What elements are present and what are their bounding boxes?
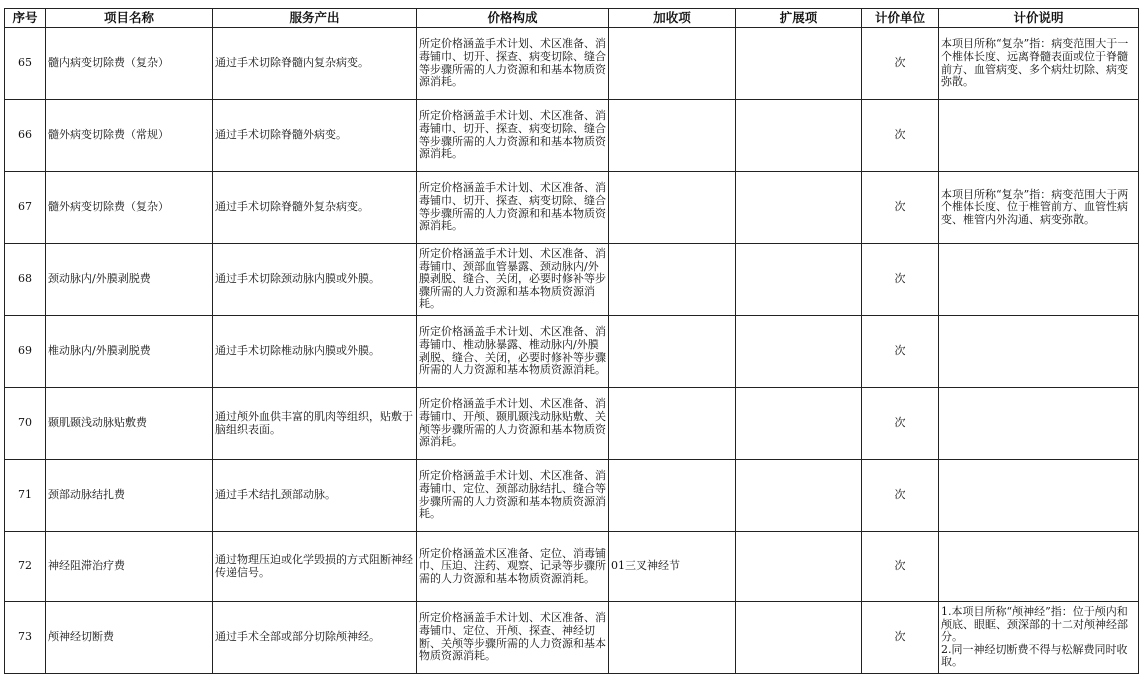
cell-output: 通过手术切除椎动脉内膜或外膜。 xyxy=(213,316,417,388)
cell-content xyxy=(417,28,609,100)
cell-content xyxy=(417,602,609,674)
cell-name: 神经阻滞治疗费 xyxy=(46,532,213,602)
cell-no: 69 xyxy=(5,316,46,388)
cell-content xyxy=(417,244,609,316)
cell-output: 通过手术切除颈动脉内膜或外膜。 xyxy=(213,244,417,316)
cell-output: 通过手术全部或部分切除颅神经。 xyxy=(213,602,417,674)
cell-output: 通过手术结扎颈部动脉。 xyxy=(213,460,417,532)
table-row xyxy=(5,602,1139,674)
cell-no: 72 xyxy=(5,532,46,602)
cell-extension xyxy=(736,100,862,172)
cell-unit: 次 xyxy=(862,316,939,388)
cell-output: 通过手术切除脊髓内复杂病变。 xyxy=(213,28,417,100)
cell-content xyxy=(417,172,609,244)
cell-extension xyxy=(736,316,862,388)
cell-surcharge: 01三叉神经节 xyxy=(609,532,736,602)
cell-name: 髓外病变切除费（复杂） xyxy=(46,172,213,244)
table-row xyxy=(5,172,1139,244)
table-row xyxy=(5,28,1139,100)
cell-note xyxy=(939,100,1139,172)
cell-content xyxy=(417,100,609,172)
cell-no: 67 xyxy=(5,172,46,244)
cell-extension xyxy=(736,532,862,602)
table-body xyxy=(5,28,1139,674)
cell-surcharge xyxy=(609,172,736,244)
cell-name: 髓内病变切除费（复杂） xyxy=(46,28,213,100)
cell-extension xyxy=(736,244,862,316)
cell-content xyxy=(417,532,609,602)
cell-no: 71 xyxy=(5,460,46,532)
cell-unit: 次 xyxy=(862,172,939,244)
header-extension: 扩展项 xyxy=(736,9,862,28)
cell-content xyxy=(417,388,609,460)
cell-name: 颅神经切断费 xyxy=(46,602,213,674)
cell-extension xyxy=(736,460,862,532)
cell-content-text: 所定价格涵盖手术计划、术区准备、消毒铺巾、定位、颈部动脉结扎、缝合等步骤所需的人力资源和基本物质资源消耗。 xyxy=(419,469,606,521)
cell-extension xyxy=(736,28,862,100)
cell-content-text: 所定价格涵盖手术计划、术区准备、消毒铺巾、椎动脉暴露、椎动脉内/外膜剥脱、缝合、关闭，必要时修补等步骤所需的人力资源和基本物质资源消耗。 xyxy=(419,325,606,377)
cell-name: 椎动脉内/外膜剥脱费 xyxy=(46,316,213,388)
pricing-table xyxy=(4,8,1139,674)
header-surcharge: 加收项 xyxy=(609,9,736,28)
cell-content-text: 所定价格涵盖手术计划、术区准备、消毒铺巾、切开、探查、病变切除、缝合等步骤所需的人力资源和和基本物质资源消耗。 xyxy=(419,109,606,161)
cell-unit: 次 xyxy=(862,28,939,100)
cell-extension xyxy=(736,388,862,460)
cell-unit: 次 xyxy=(862,532,939,602)
header-unit: 计价单位 xyxy=(862,9,939,28)
cell-note xyxy=(939,172,1139,244)
table-row xyxy=(5,100,1139,172)
header-name: 项目名称 xyxy=(46,9,213,28)
cell-output: 通过物理压迫或化学毁损的方式阻断神经传递信号。 xyxy=(213,532,417,602)
cell-note xyxy=(939,388,1139,460)
cell-content-text: 所定价格涵盖手术计划、术区准备、消毒铺巾、切开、探查、病变切除、缝合等步骤所需的人力资源和和基本物质资源消耗。 xyxy=(419,181,606,233)
table-row xyxy=(5,532,1139,602)
cell-output: 通过手术切除脊髓外病变。 xyxy=(213,100,417,172)
cell-unit: 次 xyxy=(862,602,939,674)
cell-output: 通过手术切除脊髓外复杂病变。 xyxy=(213,172,417,244)
cell-output: 通过颅外血供丰富的肌肉等组织，贴敷于脑组织表面。 xyxy=(213,388,417,460)
cell-surcharge xyxy=(609,316,736,388)
cell-unit: 次 xyxy=(862,388,939,460)
header-note: 计价说明 xyxy=(939,9,1139,28)
cell-content-text: 所定价格涵盖手术计划、术区准备、消毒铺巾、切开、探查、病变切除、缝合等步骤所需的人力资源和和基本物质资源消耗。 xyxy=(419,37,606,89)
cell-name: 颈动脉内/外膜剥脱费 xyxy=(46,244,213,316)
cell-no: 65 xyxy=(5,28,46,100)
cell-extension xyxy=(736,602,862,674)
cell-name: 颞肌颞浅动脉贴敷费 xyxy=(46,388,213,460)
cell-note-text: 1.本项目所称“颅神经”指：位于颅内和颅底、眼眶、颈深部的十二对颅神经部分。 2.同一神经切断费不得与松解费同时收取。 xyxy=(941,605,1128,669)
cell-content-text: 所定价格涵盖术区准备、定位、消毒铺巾、压迫、注药、观察、记录等步骤所需的人力资源和基本物质资源消耗。 xyxy=(419,546,606,585)
cell-unit: 次 xyxy=(862,460,939,532)
cell-no: 66 xyxy=(5,100,46,172)
header-no: 序号 xyxy=(5,9,46,28)
cell-surcharge xyxy=(609,28,736,100)
cell-extension xyxy=(736,172,862,244)
cell-surcharge xyxy=(609,460,736,532)
cell-content-text: 所定价格涵盖手术计划、术区准备、消毒铺巾、定位、开颅、探查、神经切断、关颅等步骤所需的人力资源和基本物质资源消耗。 xyxy=(419,611,606,663)
cell-no: 73 xyxy=(5,602,46,674)
cell-no: 68 xyxy=(5,244,46,316)
cell-note xyxy=(939,460,1139,532)
cell-note xyxy=(939,28,1139,100)
cell-note xyxy=(939,602,1139,674)
cell-name: 颈部动脉结扎费 xyxy=(46,460,213,532)
header-output: 服务产出 xyxy=(213,9,417,28)
cell-surcharge xyxy=(609,602,736,674)
cell-note xyxy=(939,532,1139,602)
cell-unit: 次 xyxy=(862,100,939,172)
cell-surcharge xyxy=(609,100,736,172)
cell-content-text: 所定价格涵盖手术计划、术区准备、消毒铺巾、颈部血管暴露、颈动脉内/外膜剥脱、缝合、关闭，必要时修补等步骤所需的人力资源和基本物质资源消耗。 xyxy=(419,247,606,311)
cell-name: 髓外病变切除费（常规） xyxy=(46,100,213,172)
cell-surcharge xyxy=(609,244,736,316)
table-row xyxy=(5,316,1139,388)
cell-no: 70 xyxy=(5,388,46,460)
cell-note-text: 本项目所称“复杂”指：病变范围大于一个椎体长度、远离脊髓表面或位于脊髓前方、血管病变、多个病灶切除、病变弥散。 xyxy=(941,37,1129,89)
cell-content-text: 所定价格涵盖手术计划、术区准备、消毒铺巾、开颅、颞肌颞浅动脉贴敷、关颅等步骤所需的人力资源和基本物质资源消耗。 xyxy=(419,397,606,449)
cell-note xyxy=(939,244,1139,316)
cell-unit: 次 xyxy=(862,244,939,316)
cell-content xyxy=(417,460,609,532)
cell-note xyxy=(939,316,1139,388)
cell-content xyxy=(417,316,609,388)
cell-note-text: 本项目所称“复杂”指：病变范围大于两个椎体长度、位于椎管前方、血管性病变、椎管内外沟通、病变弥散。 xyxy=(941,187,1129,226)
header-row xyxy=(5,9,1139,28)
table-row xyxy=(5,460,1139,532)
table-row xyxy=(5,388,1139,460)
header-content: 价格构成 xyxy=(417,9,609,28)
table-row xyxy=(5,244,1139,316)
cell-surcharge xyxy=(609,388,736,460)
